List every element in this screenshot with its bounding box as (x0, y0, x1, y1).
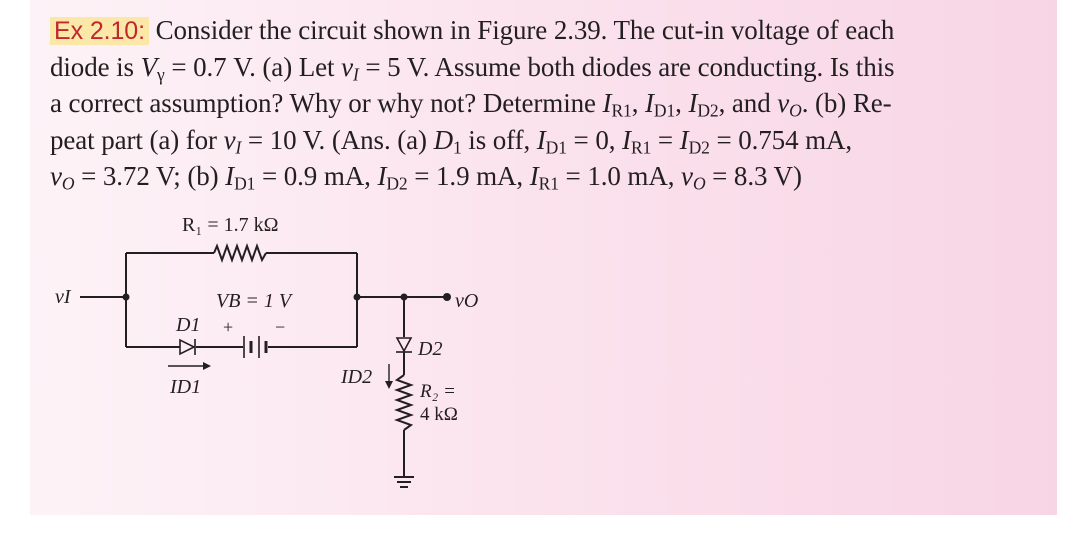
math-variable: I (377, 161, 387, 191)
battery-symbol (244, 336, 266, 358)
text-segment: = 0.754 mA, (709, 124, 853, 155)
math-variable: D (433, 124, 453, 155)
vi-label: vI (55, 286, 71, 308)
math-subscript: O (789, 100, 802, 121)
math-subscript: γ (157, 63, 165, 84)
math-subscript: D1 (653, 100, 676, 121)
math-subscript: O (692, 173, 706, 194)
r2-label-line2: 4 kΩ (420, 404, 458, 425)
math-subscript: R1 (630, 136, 652, 157)
id1-arrow (168, 362, 211, 370)
text-segment: , (631, 88, 646, 118)
battery-minus: − (275, 317, 286, 337)
math-subscript: 1 (452, 136, 462, 157)
math-subscript: D1 (234, 173, 256, 194)
text-segment: = 0.7 V. (a) Let (164, 51, 342, 82)
vo-label: vO (455, 290, 479, 312)
math-subscript: D2 (697, 100, 719, 121)
d1-diode-symbol (180, 339, 195, 355)
r1-label: R₁ = 1.7 kΩ (182, 214, 279, 236)
math-variable: I (536, 124, 546, 155)
math-subscript: I (352, 63, 359, 84)
math-variable: v (223, 124, 236, 155)
math-variable: I (622, 124, 631, 155)
battery-plus: + (223, 317, 234, 337)
math-subscript: R1 (611, 100, 632, 121)
text-segment: . (b) Re- (801, 88, 892, 118)
text-segment: , (675, 88, 689, 118)
math-variable: I (688, 88, 698, 118)
vb-label: VB = 1 V (216, 290, 292, 312)
math-variable: I (679, 124, 689, 155)
id2-label: ID2 (341, 366, 373, 388)
d2-diode-symbol (396, 338, 412, 352)
math-subscript: I (235, 136, 242, 157)
exercise-tag: Ex 2.10: (50, 17, 149, 45)
math-subscript: D2 (688, 136, 710, 157)
r2-resistor-symbol (397, 375, 411, 430)
math-variable: V (140, 51, 158, 82)
id1-label: ID1 (170, 376, 202, 398)
math-subscript: R1 (538, 173, 559, 194)
math-variable: v (777, 88, 790, 118)
math-subscript: O (61, 173, 75, 194)
text-segment: diode is (50, 51, 141, 82)
r1-resistor-symbol (214, 246, 266, 260)
text-segment: = 3.72 V; (b) (74, 161, 226, 191)
math-variable: I (225, 161, 235, 191)
text-segment: = 10 V. (Ans. (a) (241, 124, 434, 155)
text-segment: , and (718, 88, 778, 118)
d1-label: D1 (176, 314, 201, 336)
math-subscript: D1 (545, 136, 567, 157)
text-segment: a correct assumption? Why or why not? Determine (50, 88, 603, 118)
d2-label: D2 (418, 338, 443, 360)
text-segment: = 5 V. Assume both diodes are conducting. Is this (358, 51, 895, 82)
text-segment: peat part (a) for (50, 124, 224, 155)
text-segment: = 1.0 mA, (558, 161, 682, 191)
math-variable: I (529, 161, 539, 191)
math-variable: I (645, 88, 654, 118)
text-segment: Consider the circuit shown in Figure 2.39. The cut-in voltage of each (155, 15, 895, 45)
text-segment: = 0.9 mA, (255, 161, 378, 191)
id2-arrow (385, 364, 393, 389)
r2-label-line1: R₂ = (420, 381, 456, 402)
math-variable: I (602, 88, 612, 118)
text-segment: = (651, 124, 680, 155)
circuit-wires (80, 246, 447, 487)
text-segment: = 8.3 V) (705, 161, 802, 191)
text-segment: = 1.9 mA, (407, 161, 530, 191)
text-segment: = 0, (566, 124, 623, 155)
math-variable: v (681, 161, 693, 191)
math-variable: v (50, 161, 62, 191)
text-segment: is off, (461, 124, 537, 155)
math-subscript: D2 (386, 173, 408, 194)
math-variable: v (341, 51, 353, 82)
